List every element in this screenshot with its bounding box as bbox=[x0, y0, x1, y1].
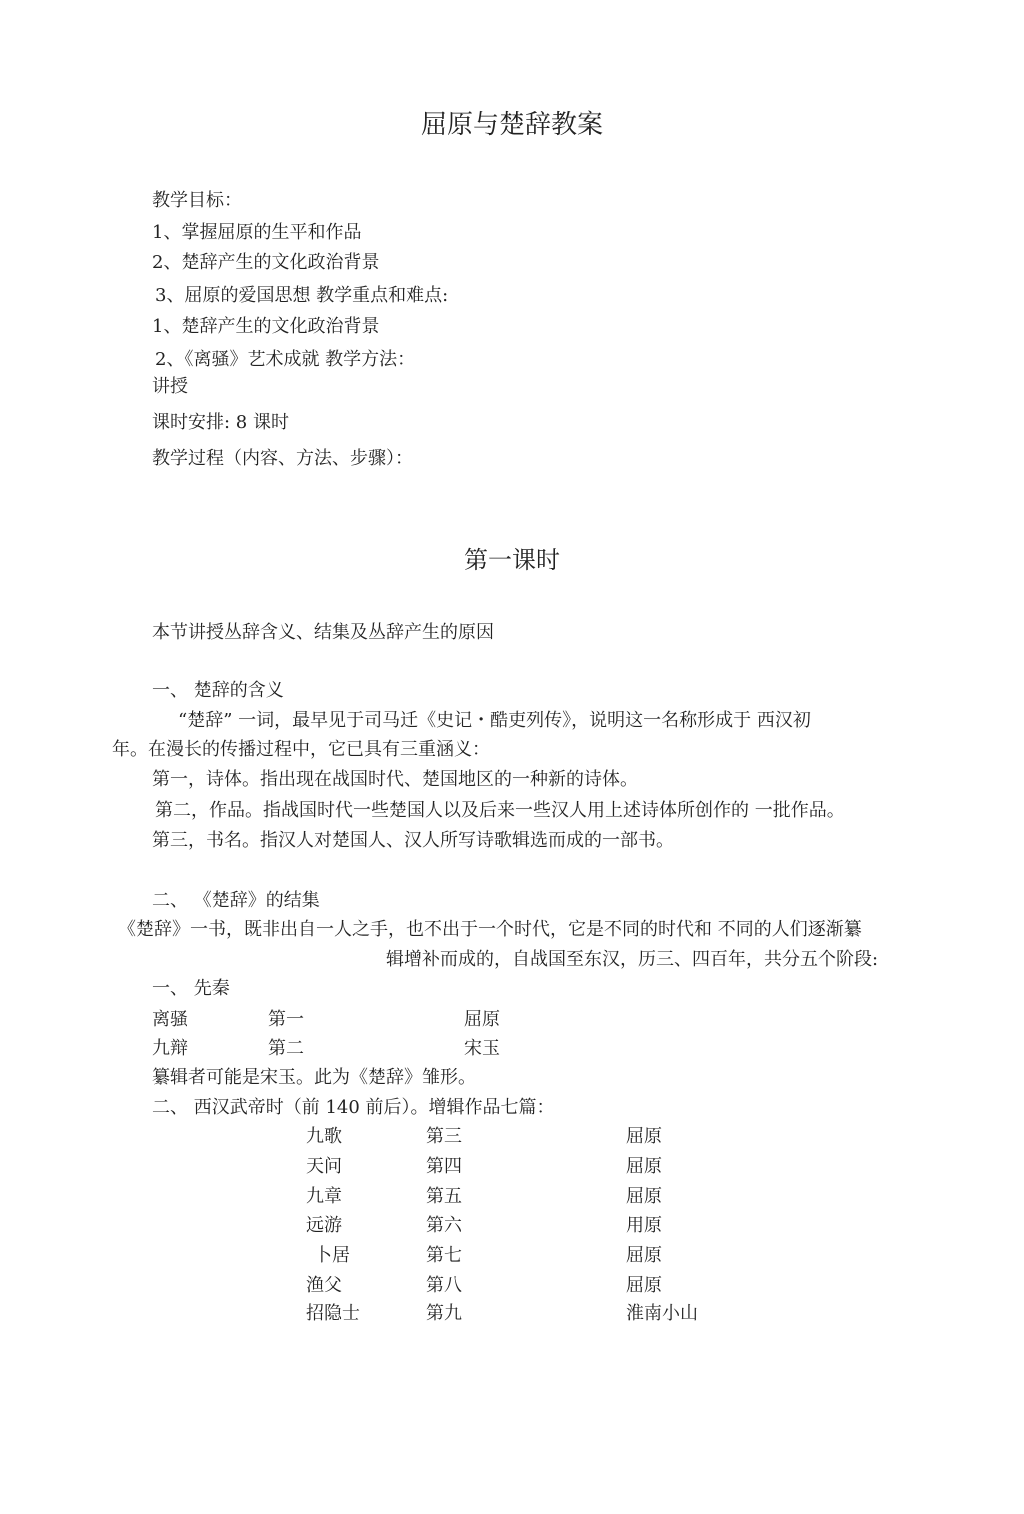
goals-label: 教学目标： bbox=[152, 190, 242, 211]
lesson-title: 第一课时 bbox=[464, 546, 560, 574]
work-author: 淮南小山 bbox=[626, 1303, 698, 1324]
meaning-1: 第一，诗体。指出现在战国时代、楚国地区的一种新的诗体。 bbox=[152, 769, 638, 790]
section-2-heading: 二、 《楚辞》的结集 bbox=[152, 890, 320, 911]
work-author: 屈原 bbox=[626, 1126, 662, 1147]
work-name: 天问 bbox=[306, 1156, 342, 1177]
work-order: 第八 bbox=[426, 1275, 462, 1296]
work-order: 第六 bbox=[426, 1215, 462, 1236]
work-name: 九歌 bbox=[306, 1126, 342, 1147]
stage-2-heading: 二、 西汉武帝时（前 140 前后）。增辑作品七篇： bbox=[152, 1097, 555, 1118]
meaning-2: 第二，作品。指战国时代一些楚国人以及后来一些汉人用上述诗体所创作的 一批作品。 bbox=[155, 800, 845, 821]
work-name: 离骚 bbox=[152, 1009, 188, 1030]
work-order: 第一 bbox=[268, 1009, 304, 1030]
section-2-para-line-1: 《楚辞》一书，既非出自一人之手，也不出于一个时代，它是不同的时代和 不同的人们逐渐纂 bbox=[118, 919, 862, 940]
meaning-3: 第三，书名。指汉人对楚国人、汉人所写诗歌辑选而成的一部书。 bbox=[152, 830, 674, 851]
section-1-para-line-1: “楚辞” 一词，最早见于司马迁《史记・酷吏列传》，说明这一名称形成于 西汉初 bbox=[178, 710, 811, 731]
section-1-heading: 一、 楚辞的含义 bbox=[152, 680, 284, 701]
document-title: 屈原与楚辞教案 bbox=[420, 110, 603, 140]
work-author: 屈原 bbox=[626, 1186, 662, 1207]
key-point-1: 1、楚辞产生的文化政治背景 bbox=[152, 316, 380, 337]
work-order: 第七 bbox=[426, 1245, 462, 1266]
goal-2: 2、楚辞产生的文化政治背景 bbox=[152, 252, 380, 273]
work-order: 第三 bbox=[426, 1126, 462, 1147]
key-point-2: 2、《离骚》艺术成就 教学方法： bbox=[155, 349, 416, 370]
work-author: 用原 bbox=[626, 1215, 662, 1236]
stage-1-heading: 一、 先秦 bbox=[152, 978, 230, 999]
teaching-method: 讲授 bbox=[152, 376, 188, 397]
work-author: 屈原 bbox=[626, 1245, 662, 1266]
work-author: 屈原 bbox=[464, 1009, 500, 1030]
work-author: 屈原 bbox=[626, 1156, 662, 1177]
work-order: 第四 bbox=[426, 1156, 462, 1177]
work-order: 第九 bbox=[426, 1303, 462, 1324]
teaching-process: 教学过程（内容、方法、步骤）： bbox=[152, 448, 413, 469]
stage-1-note: 纂辑者可能是宋玉。此为《楚辞》雏形。 bbox=[152, 1067, 476, 1088]
section-1-para-line-2: 年。在漫长的传播过程中，它已具有三重涵义： bbox=[112, 739, 490, 760]
lesson-intro: 本节讲授丛辞含义、结集及丛辞产生的原因 bbox=[152, 622, 494, 643]
work-order: 第五 bbox=[426, 1186, 462, 1207]
goal-1: 1、掌握屈原的生平和作品 bbox=[152, 222, 362, 243]
goal-3: 3、屈原的爱国思想 教学重点和难点: bbox=[155, 285, 449, 306]
work-author: 屈原 bbox=[626, 1275, 662, 1296]
work-name: 渔父 bbox=[306, 1275, 342, 1296]
class-hours: 课时安排: 8 课时 bbox=[152, 412, 289, 433]
work-name: 远游 bbox=[306, 1215, 342, 1236]
work-order: 第二 bbox=[268, 1038, 304, 1059]
section-2-para-line-2: 辑增补而成的，自战国至东汉，历三、四百年，共分五个阶段: bbox=[386, 949, 879, 970]
work-name: 招隐士 bbox=[306, 1303, 360, 1324]
work-name: 九章 bbox=[306, 1186, 342, 1207]
work-author: 宋玉 bbox=[464, 1038, 500, 1059]
work-name: 卜居 bbox=[314, 1245, 350, 1266]
work-name: 九辩 bbox=[152, 1038, 188, 1059]
